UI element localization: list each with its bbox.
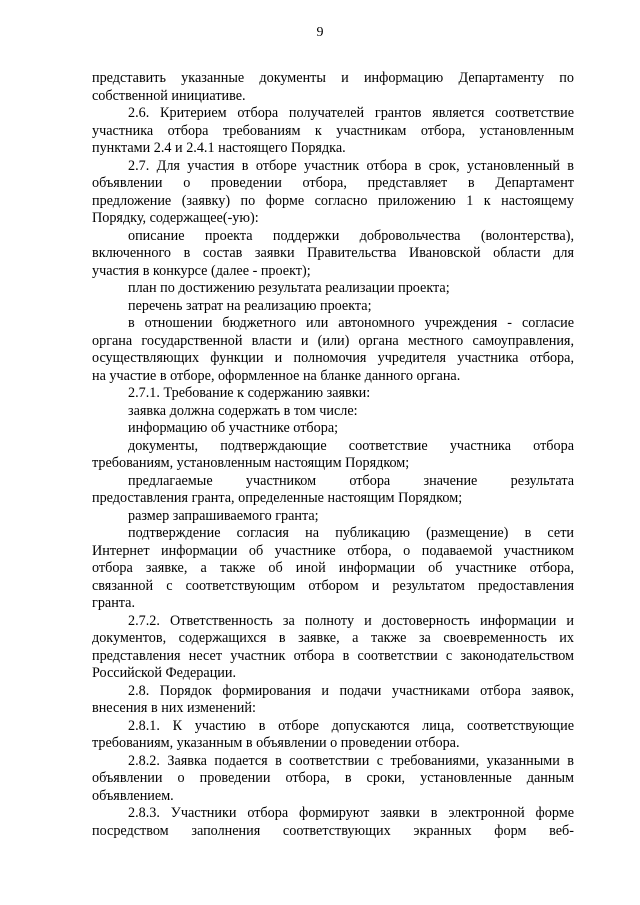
- text-line: участника отбора требованиям к участникам отбора, установленным: [92, 122, 574, 139]
- text-line: посредством заполнения соответствующих экранных форм веб-: [92, 822, 574, 839]
- text-line: 2.6. Критерием отбора получателей грантов является соответствие: [128, 105, 574, 121]
- text-line: участия в конкурсе (далее - проект);: [92, 262, 311, 279]
- text-line: документов, содержащихся в заявке, а также за своевременность их: [92, 630, 574, 646]
- text-line: 2.8.2. Заявка подается в соответствии с требованиями, указанными в: [128, 752, 574, 769]
- text-line: перечень затрат на реализацию проекта;: [128, 297, 372, 314]
- text-line: на участие в отборе, оформленное на бланке данного органа.: [92, 367, 461, 384]
- text-line: описание проекта поддержки добровольчества (волонтерства),: [128, 227, 574, 244]
- text-line: осуществляющих функции и полномочия учредителя участника отбора,: [92, 350, 574, 366]
- text-line: собственной инициативе.: [92, 87, 246, 104]
- text-line: объявлением.: [92, 787, 174, 804]
- text-line: подтверждение согласия на публикацию (размещение) в сети: [128, 525, 574, 541]
- text-line: связанной с соответствующим отбором и результатом предоставления: [92, 577, 574, 594]
- text-line: объявлении о проведении отбора, в сроки, установленные данным: [92, 770, 574, 786]
- text-line: Интернет информации об участнике отбора, о подаваемой участником: [92, 542, 574, 559]
- text-line: предлагаемые участником отбора значение результата: [128, 472, 574, 489]
- text-line: внесения в них изменений:: [92, 700, 256, 716]
- text-line: 2.8.1. К участию в отборе допускаются лица, соответствующие: [128, 717, 574, 734]
- text-line: в отношении бюджетного или автономного учреждения - согласие: [128, 315, 574, 331]
- text-line: 2.7. Для участия в отборе участник отбора в срок, установленный в: [128, 157, 574, 174]
- text-line: 2.7.1. Требование к содержанию заявки:: [128, 385, 371, 401]
- text-line: размер запрашиваемого гранта;: [128, 507, 319, 524]
- text-line: предоставления гранта, определенные настоящим Порядком;: [92, 490, 463, 506]
- text-line: документы, подтверждающие соответствие участника отбора: [128, 437, 574, 454]
- text-line: органа государственной власти и (или) органа местного самоуправления,: [92, 332, 574, 349]
- text-line: включенного в состав заявки Правительства Ивановской области для: [92, 245, 574, 261]
- text-line: заявка должна содержать в том числе:: [128, 402, 358, 419]
- text-line: требованиям, установленным настоящим Порядком;: [92, 455, 410, 471]
- document-body: [92, 70, 574, 840]
- text-line: пунктами 2.4 и 2.4.1 настоящего Порядка.: [92, 140, 346, 156]
- text-line: предложение (заявку) по форме согласно приложению 1 к настоящему: [92, 192, 574, 209]
- text-line: план по достижению результата реализации проекта;: [128, 280, 450, 296]
- text-line: Порядку, содержащее(-ую):: [92, 210, 259, 226]
- text-line: представления несет участник отбора в соответствии с законодательством: [92, 647, 574, 664]
- text-line: 2.8. Порядок формирования и подачи участниками отбора заявок,: [128, 682, 574, 699]
- text-line: отбора заявке, а также об иной информации об участнике отбора,: [92, 560, 574, 576]
- text-line: информацию об участнике отбора;: [128, 420, 339, 436]
- text-line: 2.8.3. Участники отбора формируют заявки в электронной форме: [128, 805, 574, 821]
- text-line: требованиям, указанным в объявлении о проведении отбора.: [92, 735, 460, 751]
- text-line: 2.7.2. Ответственность за полноту и достоверность информации и: [128, 612, 574, 629]
- text-line: объявлении о проведении отбора, представляет в Департамент: [92, 175, 574, 191]
- page-number: 9: [316, 25, 324, 40]
- text-line: Российской Федерации.: [92, 665, 237, 681]
- text-line: представить указанные документы и информацию Департаменту по: [92, 70, 574, 86]
- text-line: гранта.: [92, 595, 136, 611]
